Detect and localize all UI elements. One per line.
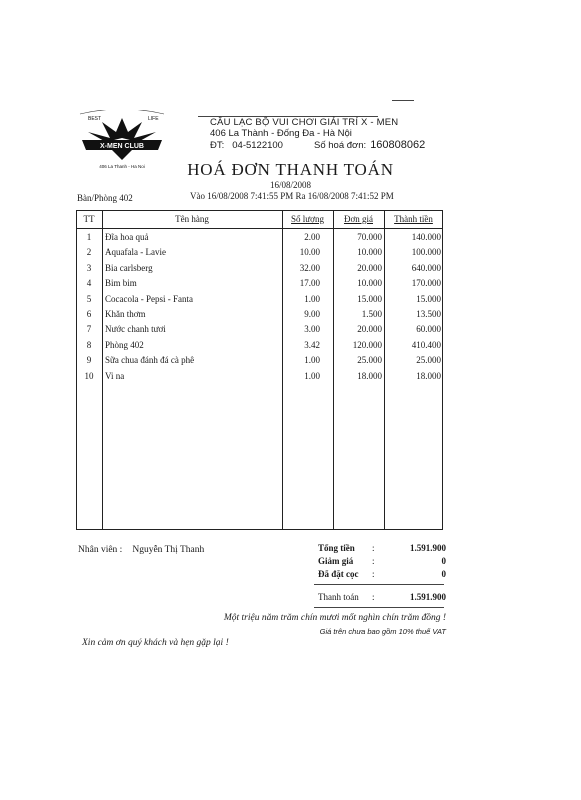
pay-value: 1.591.900: [410, 592, 446, 602]
table-cell-price: 18.000: [357, 370, 382, 381]
amount-in-words: Một triệu năm trăm chín mươi mốt nghìn chín trăm đồng !: [223, 613, 446, 623]
totals-rule: [314, 584, 444, 585]
col-divider: [384, 210, 385, 530]
total-label: Tổng tiền: [318, 543, 355, 553]
table-cell-total: 140.000: [411, 232, 441, 242]
discount-colon: :: [372, 556, 375, 566]
invoice-number-label: Số hoá đơn:: [314, 140, 367, 151]
table-cell-total: 100.000: [411, 247, 441, 258]
table-cell-tt: 4: [86, 278, 92, 289]
invoice-number: [314, 139, 425, 151]
table-cell-total: 25.000: [416, 355, 441, 366]
table-cell-qty: 1.00: [304, 370, 320, 381]
table-cell-price: 20.000: [357, 262, 382, 273]
header-unit-price: Đơn giá: [343, 214, 373, 224]
discount-value: 0: [441, 556, 446, 566]
deposit-value: 0: [441, 569, 446, 579]
col-divider: [102, 210, 103, 530]
table-cell-name: Bim bim: [105, 278, 137, 289]
table-cell-qty: 9.00: [304, 309, 320, 319]
table-cell-tt: 10: [84, 370, 94, 381]
table-cell-qty: 10.00: [299, 247, 320, 258]
pay-colon: :: [372, 592, 375, 602]
table-cell-total: 640.000: [411, 262, 441, 273]
table-cell-name: Vi na: [105, 370, 125, 381]
phone-label: ĐT:: [210, 140, 225, 151]
table-cell-price: 10.000: [357, 247, 382, 258]
header-item-name: Tên hàng: [175, 214, 209, 224]
table-cell-price: 120.000: [352, 339, 382, 350]
logo-text: X-MEN CLUB: [100, 143, 144, 150]
table-cell-price: 25.000: [357, 355, 382, 366]
table-cell-total: 13.500: [416, 309, 441, 319]
table-cell-total: 170.000: [411, 278, 441, 289]
table-cell-qty: 1.00: [304, 293, 320, 304]
phone-number: 04-5122100: [232, 140, 283, 151]
table-cell-tt: 5: [86, 293, 92, 304]
totals-rule: [314, 607, 444, 608]
invoice-title: HOÁ ĐƠN THANH TOÁN: [187, 160, 394, 179]
table-cell-tt: 9: [86, 355, 92, 366]
pay-label: Thanh toán: [318, 592, 359, 602]
total-colon: :: [372, 543, 375, 553]
table-cell-price: 1.500: [361, 309, 382, 319]
table-cell-price: 10.000: [357, 278, 382, 289]
invoice-date: 16/08/2008: [269, 180, 311, 190]
table-cell-tt: 2: [86, 247, 92, 258]
table-cell-tt: 7: [86, 324, 92, 335]
table-cell-name: Đĩa hoa quả: [105, 232, 149, 242]
vat-note: Giá trên chưa bao gồm 10% thuế VAT: [319, 627, 446, 636]
table-cell-qty: 3.42: [304, 339, 320, 350]
deposit-label: Đã đặt cọc: [318, 569, 359, 579]
header-quantity: Số lượng: [291, 214, 324, 224]
header-tt: TT: [83, 214, 95, 224]
deposit-colon: :: [372, 569, 375, 579]
table-cell-price: 20.000: [357, 324, 382, 335]
table-cell-name: Cocacola - Pepsi - Fanta: [105, 293, 193, 304]
logo-arc-left: BEST: [88, 116, 102, 122]
table-cell-qty: 1.00: [304, 355, 320, 366]
table-cell-name: Sữa chua đánh đá cà phê: [105, 355, 195, 366]
staff-name: Nguyễn Thị Thanh: [132, 545, 205, 555]
logo-sub: 406 La Thanh - Ha Noi: [99, 164, 145, 169]
table-cell-name: Aquafala - Lavie: [105, 247, 166, 258]
table-cell-price: 70.000: [357, 232, 382, 242]
table-cell-tt: 1: [86, 232, 92, 242]
invoice-number-value: 160808062: [370, 139, 426, 151]
checkin-checkout-times: Vào 16/08/2008 7:41:55 PM Ra 16/08/2008 7:41:52 PM: [190, 191, 394, 201]
table-cell-name: Bia carlsberg: [105, 262, 153, 273]
staff-label: Nhân viên :: [78, 545, 123, 555]
club-name: CÂU LẠC BỘ VUI CHƠI GIẢI TRÍ X - MEN: [210, 117, 399, 128]
table-cell-name: Khăn thơm: [105, 309, 146, 319]
staff: [78, 545, 204, 555]
table-cell-tt: 3: [86, 262, 92, 273]
room-label: Bàn/Phòng 402: [77, 193, 133, 203]
table-cell-total: 15.000: [416, 293, 441, 304]
table-cell-qty: 3.00: [304, 324, 320, 335]
table-cell-total: 60.000: [416, 324, 441, 335]
header-rule-short: [392, 100, 414, 101]
table-cell-name: Phòng 402: [105, 339, 144, 350]
club-address: 406 La Thành - Đống Đa - Hà Nội: [210, 128, 352, 139]
total-value: 1.591.900: [410, 543, 446, 553]
table-header-rule: [76, 228, 443, 229]
header-line-total: Thành tiền: [394, 214, 433, 224]
table-cell-tt: 8: [86, 339, 92, 350]
col-divider: [333, 210, 334, 530]
table-cell-name: Nước chanh tươi: [105, 324, 166, 335]
discount-label: Giảm giá: [318, 556, 354, 566]
table-cell-qty: 2.00: [304, 232, 320, 242]
logo-arc-right: LIFE: [148, 116, 159, 122]
club-phone: [210, 140, 283, 151]
col-divider: [282, 210, 283, 530]
table-cell-total: 18.000: [416, 370, 441, 381]
table-cell-qty: 32.00: [299, 262, 320, 273]
table-cell-tt: 6: [86, 309, 92, 319]
table-cell-qty: 17.00: [299, 278, 320, 289]
table-cell-total: 410.400: [411, 339, 441, 350]
thank-you-note: Xin cảm ơn quý khách và hẹn gặp lại !: [82, 638, 229, 648]
table-cell-price: 15.000: [357, 293, 382, 304]
